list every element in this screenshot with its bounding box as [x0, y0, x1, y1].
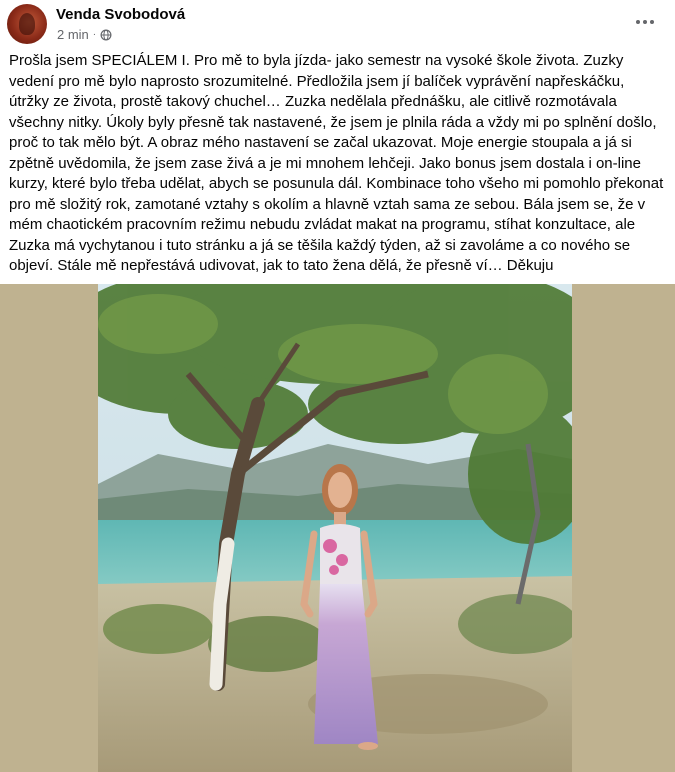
- more-options-icon[interactable]: [631, 10, 659, 34]
- post-photo-frame[interactable]: [0, 284, 675, 772]
- post-header: [0, 0, 675, 48]
- author-name[interactable]: Venda Svobodová: [56, 6, 186, 23]
- avatar[interactable]: [7, 4, 47, 44]
- meta-separator: ·: [92, 29, 97, 40]
- post-meta: [57, 27, 112, 42]
- post-text: Prošla jsem SPECIÁLEM I. Pro mě to byla jízda- jako semestr na vysoké škole života. Zuzky vedení pro mě bylo naprosto srozumitelné. Předložila jsem jí balíček vyprávění napřeskáčku, útržky ze života, prostě takový chuchel… Zuzka nedělala přednášku, ale citlivě rozmotávala všechny nitky. Úkoly byly přesně tak nastavené, že jsem je plnila ráda a vždy mi po splnění došlo, proč to tak mělo být. A obraz mého nastavení se začal ukazovat. Moje energie stoupala a já si zpětně uvědomila, že jsem zase živá a je mi mnohem lehčeji. Jako bonus jsem dostala i on-line kurzy, které bylo třeba udělat, abych se posunula dál. Kombinace toho všeho mi pomohlo překonat pro mě složitý rok, zamotané vztahy s okolím a hlavně vztah sama ze sebou. Bála jsem se, že v mém chaotickém pracovním režimu nebudu zvládat makat na programu, stíhat konzultace, ale Zuzka má vychytanou i tuto stránku a já se těšila každý týden, až si zavoláme a co nového se objeví. Stále mě nepřestává udivovat, jak to tato žena dělá, že přesně ví… Děkuju: [9, 52, 664, 274]
- post-photo[interactable]: [98, 284, 572, 772]
- globe-icon[interactable]: [100, 29, 112, 41]
- post-timestamp[interactable]: 2 min: [57, 27, 89, 42]
